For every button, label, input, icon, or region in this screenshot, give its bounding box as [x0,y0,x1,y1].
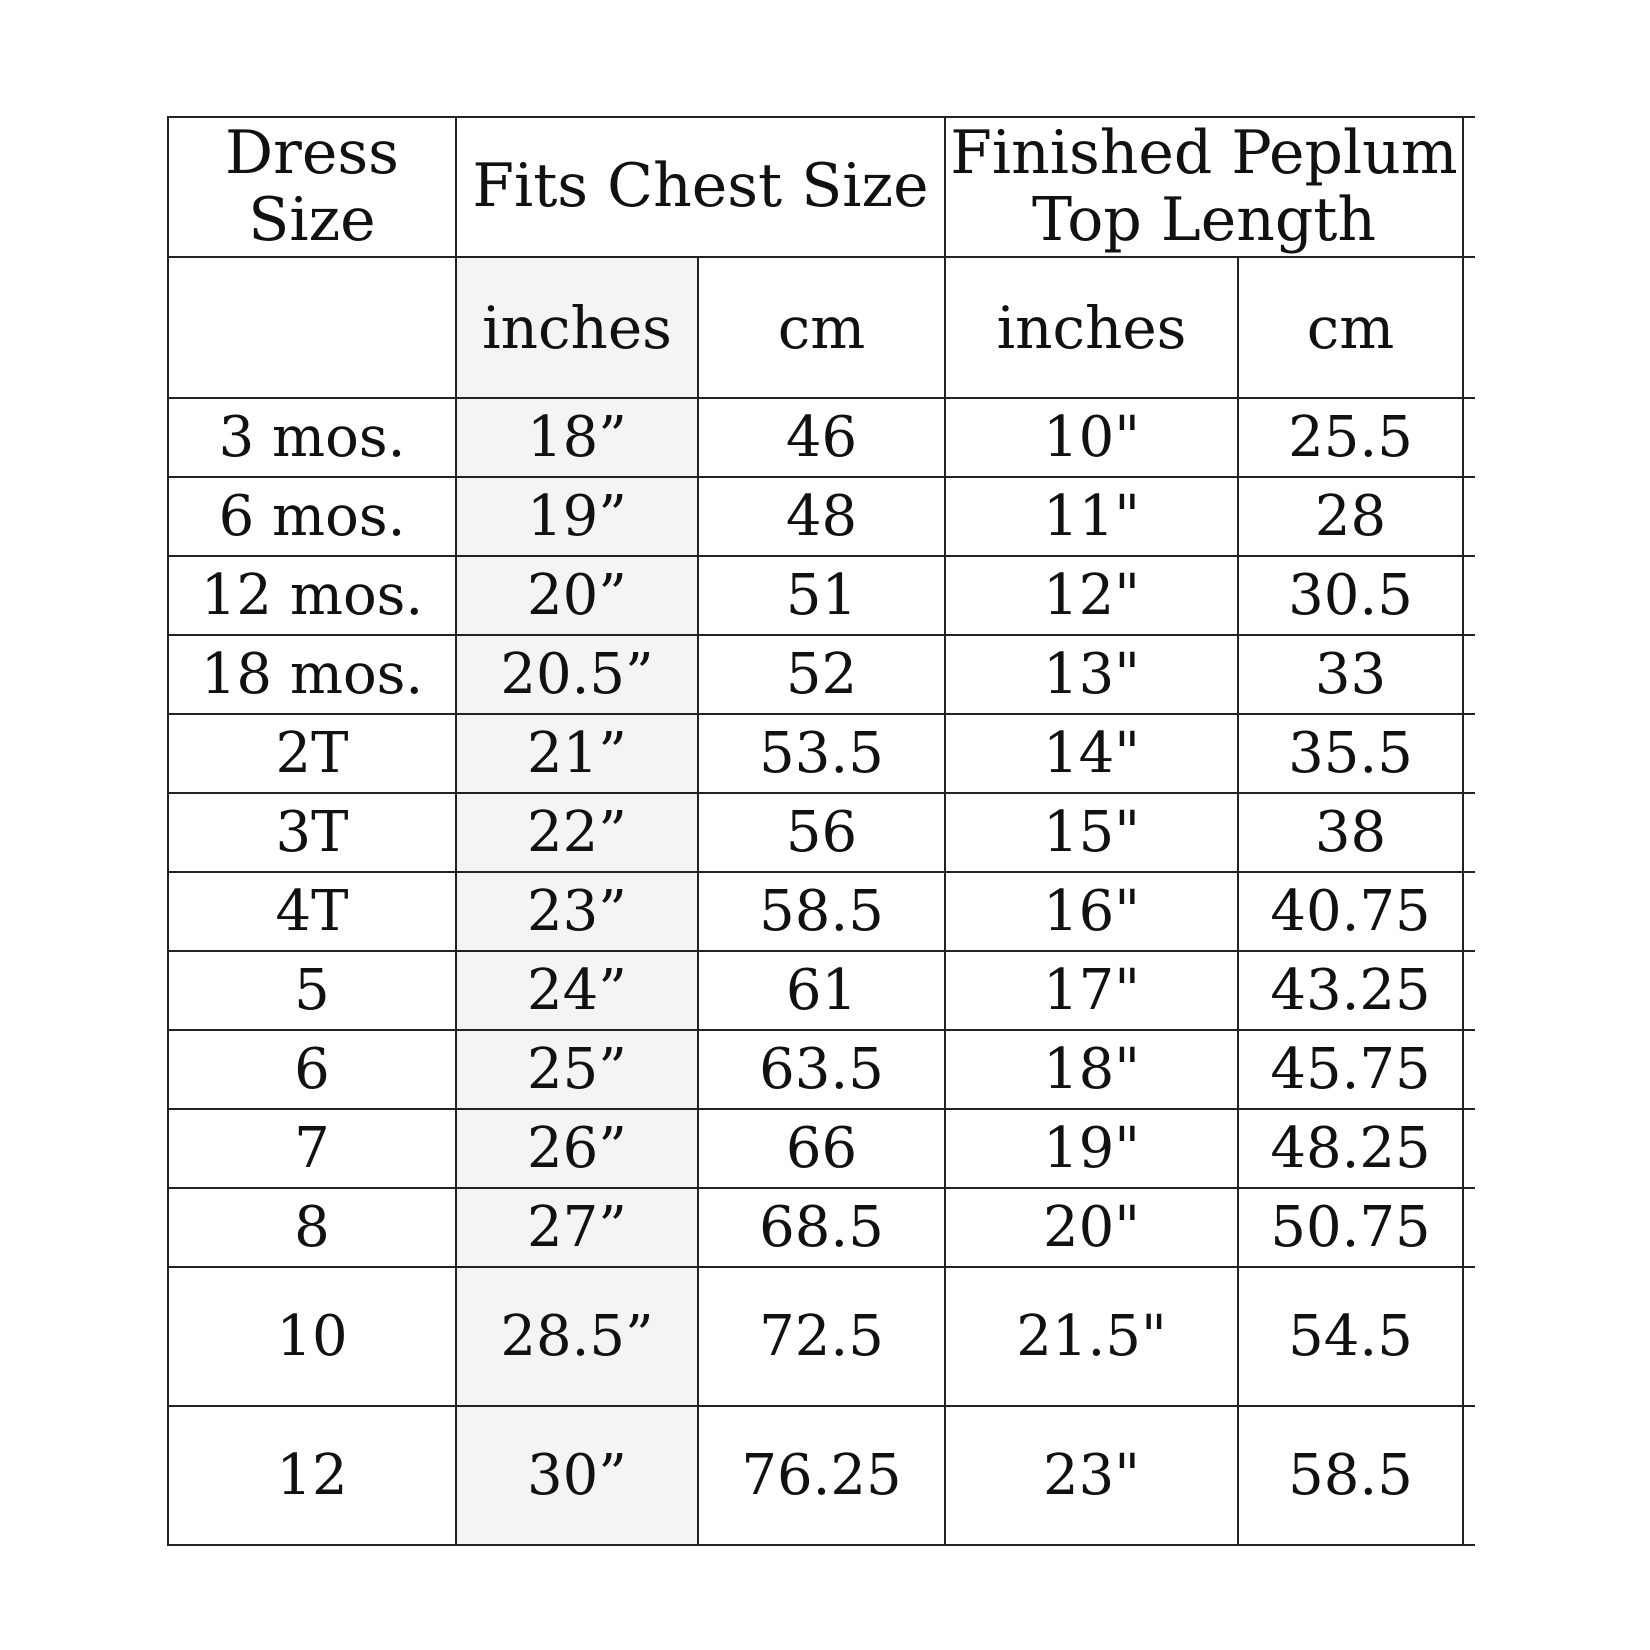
peplum-cm-cell: 35.5 [1238,714,1463,793]
dress-size-header: Dress Size [168,117,456,257]
chest-cm-cell: 48 [698,477,945,556]
peplum-inches-cell: 23" [945,1406,1238,1545]
table-row [168,1109,1475,1188]
cropped-column-cell [1463,1109,1475,1188]
dress-size-cell: 3T [168,793,456,872]
table-row [168,714,1475,793]
chest-cm-cell: 53.5 [698,714,945,793]
chest-cm-cell: 63.5 [698,1030,945,1109]
peplum-cm-cell: 25.5 [1238,398,1463,477]
chest-inches-cell: 21” [456,714,698,793]
chest-cm-cell: 61 [698,951,945,1030]
dress-size-cell: 18 mos. [168,635,456,714]
peplum-inches-cell: 16" [945,872,1238,951]
chest-inches-cell: 28.5” [456,1267,698,1406]
cropped-column-cell [1463,1406,1475,1545]
peplum-inches-cell: 14" [945,714,1238,793]
table-row [168,1406,1475,1545]
chest-inches-cell: 26” [456,1109,698,1188]
peplum-length-header: Finished Peplum Top Length [945,117,1463,257]
table-row [168,1188,1475,1267]
peplum-cm-cell: 54.5 [1238,1267,1463,1406]
chest-cm-cell: 76.25 [698,1406,945,1545]
cropped-column-cell [1463,257,1475,398]
cropped-column-cell [1463,951,1475,1030]
peplum-inches-cell: 19" [945,1109,1238,1188]
peplum-inches-cell: 18" [945,1030,1238,1109]
peplum-cm-cell: 28 [1238,477,1463,556]
dress-size-cell: 3 mos. [168,398,456,477]
chest-inches-cell: 24” [456,951,698,1030]
chest-cm-unit: cm [698,257,945,398]
dress-size-cell: 10 [168,1267,456,1406]
chest-cm-cell: 51 [698,556,945,635]
peplum-cm-cell: 45.75 [1238,1030,1463,1109]
peplum-cm-cell: 33 [1238,635,1463,714]
chest-inches-cell: 30” [456,1406,698,1545]
chest-inches-cell: 20” [456,556,698,635]
table-row [168,477,1475,556]
peplum-inches-cell: 20" [945,1188,1238,1267]
dress-size-cell: 2T [168,714,456,793]
chest-cm-cell: 66 [698,1109,945,1188]
cropped-column-cell [1463,477,1475,556]
table-row [168,951,1475,1030]
chest-cm-cell: 68.5 [698,1188,945,1267]
cropped-column-cell [1463,635,1475,714]
table-row [168,1267,1475,1406]
table-row [168,635,1475,714]
chest-inches-cell: 27” [456,1188,698,1267]
dress-size-cell: 8 [168,1188,456,1267]
chest-inches-cell: 22” [456,793,698,872]
chest-inches-cell: 23” [456,872,698,951]
cropped-column-cell [1463,714,1475,793]
table-row [168,1030,1475,1109]
peplum-cm-cell: 30.5 [1238,556,1463,635]
units-row [168,257,1475,398]
peplum-cm-cell: 40.75 [1238,872,1463,951]
chest-cm-cell: 46 [698,398,945,477]
peplum-inches-cell: 15" [945,793,1238,872]
cropped-column-cell [1463,1188,1475,1267]
peplum-cm-cell: 43.25 [1238,951,1463,1030]
peplum-inches-cell: 11" [945,477,1238,556]
cropped-column-cell [1463,398,1475,477]
cropped-column-cell [1463,556,1475,635]
dress-size-cell: 6 mos. [168,477,456,556]
cropped-column-cell [1463,1267,1475,1406]
chest-inches-cell: 25” [456,1030,698,1109]
peplum-inches-cell: 13" [945,635,1238,714]
dress-size-cell: 6 [168,1030,456,1109]
cropped-column-cell [1463,117,1475,257]
cropped-column-cell [1463,793,1475,872]
table-row [168,872,1475,951]
table-row [168,793,1475,872]
dress-size-cell: 5 [168,951,456,1030]
peplum-cm-cell: 48.25 [1238,1109,1463,1188]
chest-cm-cell: 72.5 [698,1267,945,1406]
peplum-cm-cell: 50.75 [1238,1188,1463,1267]
peplum-cm-unit: cm [1238,257,1463,398]
size-chart-table [167,116,1475,1546]
cropped-column-cell [1463,872,1475,951]
peplum-inches-cell: 21.5" [945,1267,1238,1406]
chest-inches-cell: 19” [456,477,698,556]
chest-inches-cell: 18” [456,398,698,477]
chest-cm-cell: 56 [698,793,945,872]
table-row [168,556,1475,635]
header-row [168,117,1475,257]
chest-cm-cell: 52 [698,635,945,714]
dress-size-cell: 7 [168,1109,456,1188]
peplum-cm-cell: 58.5 [1238,1406,1463,1545]
units-blank-cell [168,257,456,398]
chest-cm-cell: 58.5 [698,872,945,951]
chest-inches-unit: inches [456,257,698,398]
chest-inches-cell: 20.5” [456,635,698,714]
peplum-inches-unit: inches [945,257,1238,398]
peplum-inches-cell: 12" [945,556,1238,635]
chest-size-header: Fits Chest Size [456,117,945,257]
dress-size-cell: 12 mos. [168,556,456,635]
table-row [168,398,1475,477]
peplum-inches-cell: 17" [945,951,1238,1030]
dress-size-cell: 12 [168,1406,456,1545]
cropped-column-cell [1463,1030,1475,1109]
dress-size-cell: 4T [168,872,456,951]
peplum-inches-cell: 10" [945,398,1238,477]
peplum-cm-cell: 38 [1238,793,1463,872]
